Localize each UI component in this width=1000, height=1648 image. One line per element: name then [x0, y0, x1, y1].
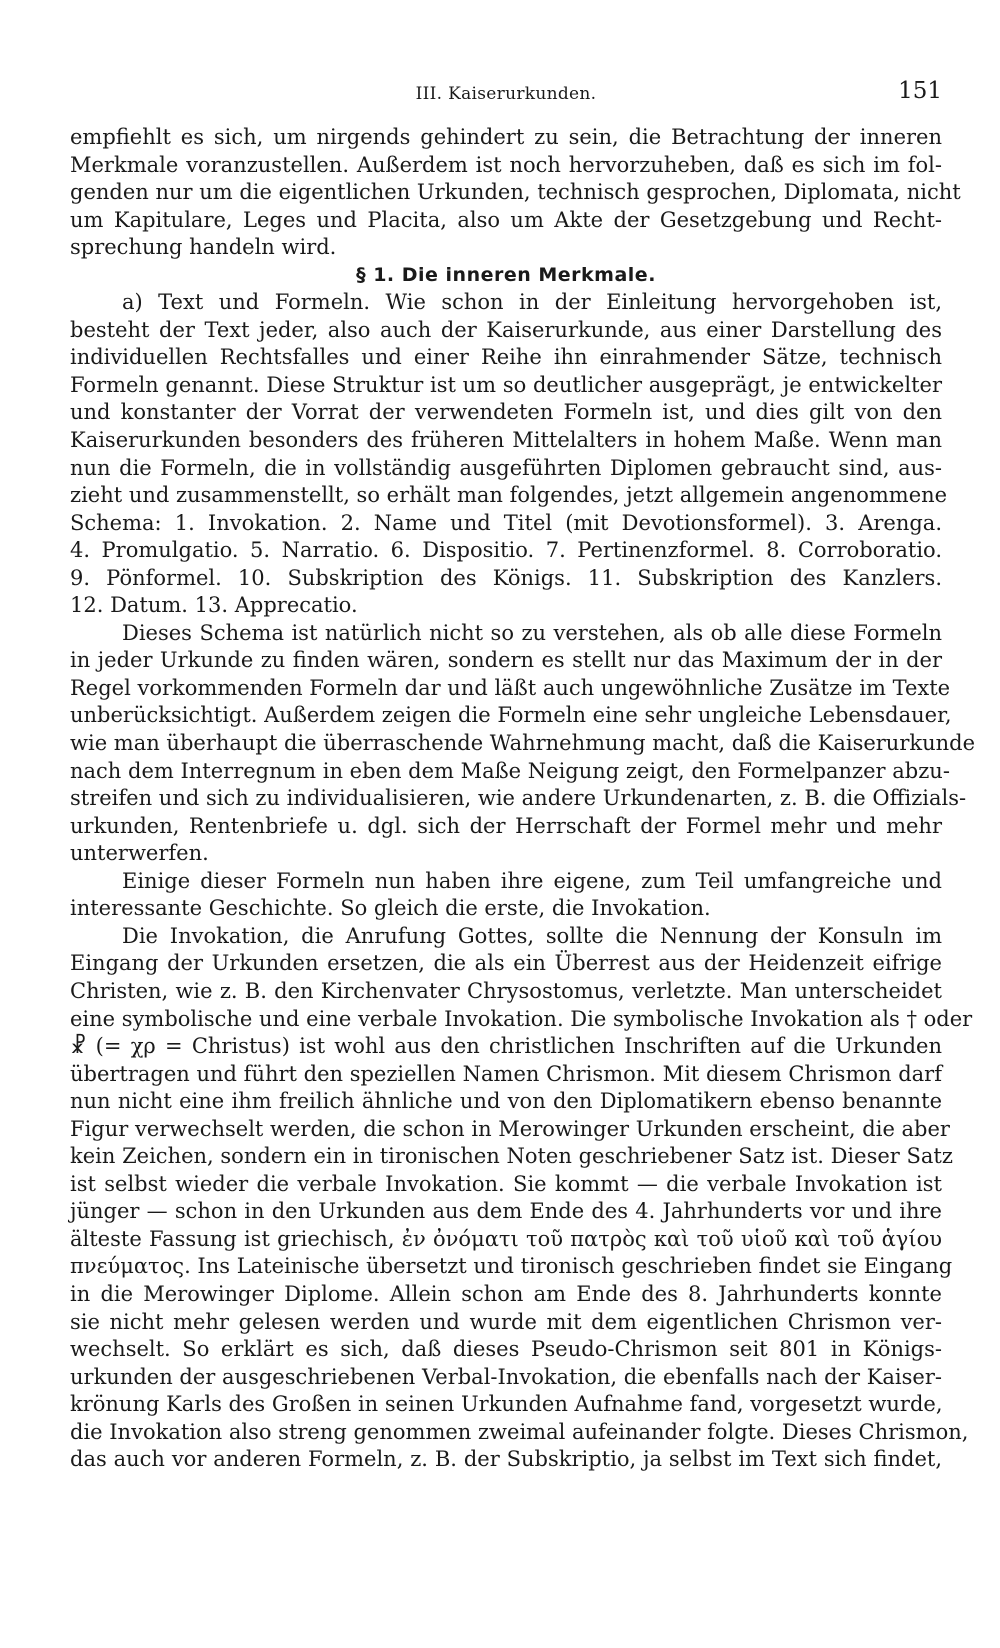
text-line: die Invokation also streng genommen zweimal aufeinander folgte. Dieses Chrismon,: [70, 1419, 969, 1444]
text-line: πνεύματος. Ins Lateinische übersetzt und tironisch geschrieben findet sie Eingang: [70, 1254, 953, 1279]
text-line: krönung Karls des Großen in seinen Urkunden Aufnahme fand, vorgesetzt wurde,: [70, 1392, 943, 1417]
body-text: [70, 124, 976, 1474]
text-line: ist selbst wieder die verbale Invokation. Sie kommt — die verbale Invokation ist: [70, 1171, 942, 1196]
text-line: unberücksichtigt. Außerdem zeigen die Formeln eine sehr ungleiche Lebensdauer,: [70, 703, 952, 728]
text-line: urkunden, Rentenbriefe u. dgl. sich der Herrschaft der Formel mehr und mehr: [70, 813, 942, 838]
section-heading: § 1. Die inneren Merkmale.: [356, 263, 656, 286]
text-line: ☧ (= χρ = Christus) ist wohl aus den christlichen Inschriften auf die Urkunden: [70, 1034, 942, 1059]
text-line: empfiehlt es sich, um nirgends gehindert zu sein, die Betrachtung der inneren: [70, 125, 942, 149]
page-number: 151: [898, 78, 942, 104]
text-line: 9. Pönformel. 10. Subskription des Königs. 11. Subskription des Kanzlers.: [70, 565, 942, 590]
text-line: Kaiserurkunden besonders des früheren Mittelalters in hohem Maße. Wenn man: [70, 428, 942, 453]
book-page: [70, 78, 976, 1474]
text-line: nun die Formeln, die in vollständig ausgeführten Diplomen gebraucht sind, aus-: [70, 455, 942, 480]
text-line: das auch vor anderen Formeln, z. B. der Subskriptio, ja selbst im Text sich findet,: [70, 1447, 942, 1472]
text-line: urkunden der ausgeschriebenen Verbal-Invokation, die ebenfalls nach der Kaiser-: [70, 1364, 942, 1389]
text-line: wechselt. So erklärt es sich, daß dieses Pseudo-Chrismon seit 801 in Königs-: [70, 1337, 942, 1362]
text-line: Die Invokation, die Anrufung Gottes, sollte die Nennung der Konsuln im: [122, 923, 942, 948]
text-line: individuellen Rechtsfalles und einer Reihe ihn einrahmender Sätze, technisch: [70, 345, 942, 370]
text-line: in die Merowinger Diplome. Allein schon am Ende des 8. Jahrhunderts konnte: [70, 1281, 942, 1306]
text-line: Einige dieser Formeln nun haben ihre eigene, zum Teil umfangreiche und: [122, 868, 942, 893]
text-line: genden nur um die eigentlichen Urkunden, technisch gesprochen, Diplomata, nicht: [70, 180, 961, 205]
running-head: [70, 78, 942, 114]
text-line: 4. Promulgatio. 5. Narratio. 6. Dispositio. 7. Pertinenzformel. 8. Corroboratio.: [70, 538, 942, 563]
text-line: Christen, wie z. B. den Kirchenvater Chrysostomus, verletzte. Man unterscheidet: [70, 978, 942, 1003]
text-line: in jeder Urkunde zu finden wären, sondern es stellt nur das Maximum der in der: [70, 648, 942, 673]
text-line: übertragen und führt den speziellen Namen Chrismon. Mit diesem Chrismon darf: [70, 1061, 942, 1086]
text-line: nun nicht eine ihm freilich ähnliche und von den Diplomatikern ebenso benannte: [70, 1089, 942, 1114]
text-line: um Kapitulare, Leges und Placita, also um Akte der Gesetzgebung und Recht-: [70, 207, 942, 232]
text-line: streifen und sich zu individualisieren, wie andere Urkundenarten, z. B. die Offizials-: [70, 786, 967, 811]
text-line: wie man überhaupt die überraschende Wahrnehmung macht, daß die Kaiserurkunde: [70, 731, 976, 756]
text-line: eine symbolische und eine verbale Invokation. Die symbolische Invokation als † oder: [70, 1006, 973, 1031]
text-line: unterwerfen.: [70, 841, 209, 866]
text-line: Regel vorkommenden Formeln dar und läßt auch ungewöhnliche Zusätze im Texte: [70, 675, 951, 700]
running-title: III. Kaiserurkunden.: [415, 84, 597, 104]
text-line: nach dem Interregnum in eben dem Maße Neigung zeigt, den Formelpanzer abzu-: [70, 758, 950, 783]
text-line: kein Zeichen, sondern ein in tironischen Noten geschriebener Satz ist. Dieser Satz: [70, 1144, 953, 1169]
text-line: Figur verwechselt werden, die schon in Merowinger Urkunden erscheint, die aber: [70, 1116, 950, 1141]
text-line: jünger — schon in den Urkunden aus dem Ende des 4. Jahrhunderts vor und ihre: [70, 1199, 942, 1224]
text-line: Merkmale voranzustellen. Außerdem ist noch hervorzuheben, daß es sich im fol-: [70, 152, 942, 177]
text-line: Eingang der Urkunden ersetzen, die als ein Überrest aus der Heidenzeit eifrige: [70, 951, 942, 976]
text-line: sie nicht mehr gelesen werden und wurde mit dem eigentlichen Chrismon ver-: [70, 1309, 942, 1334]
text-line: älteste Fassung ist griechisch, ἐν ὀνόματι τοῦ πατρὸς καὶ τοῦ υἱοῦ καὶ τοῦ ἁγίου: [70, 1226, 942, 1251]
text-line: zieht und zusammenstellt, so erhält man folgendes, jetzt allgemein angenommene: [70, 483, 948, 508]
text-line: interessante Geschichte. So gleich die erste, die Invokation.: [70, 896, 711, 921]
text-line: Schema: 1. Invokation. 2. Name und Titel (mit Devotionsformel). 3. Arenga.: [70, 510, 942, 535]
subsection-heading-line: a) Text und Formeln. Wie schon in der Einleitung hervorgehoben ist,: [122, 290, 942, 315]
text-line: besteht der Text jeder, also auch der Kaiserurkunde, aus einer Darstellung des: [70, 317, 942, 342]
text-line: Dieses Schema ist natürlich nicht so zu verstehen, als ob alle diese Formeln: [122, 620, 942, 645]
text-line: 12. Datum. 13. Apprecatio.: [70, 593, 358, 618]
text-line: sprechung handeln wird.: [70, 235, 337, 260]
text-line: Formeln genannt. Diese Struktur ist um so deutlicher ausgeprägt, je entwickelter: [70, 372, 942, 397]
text-line: und konstanter der Vorrat der verwendeten Formeln ist, und dies gilt von den: [70, 400, 942, 425]
